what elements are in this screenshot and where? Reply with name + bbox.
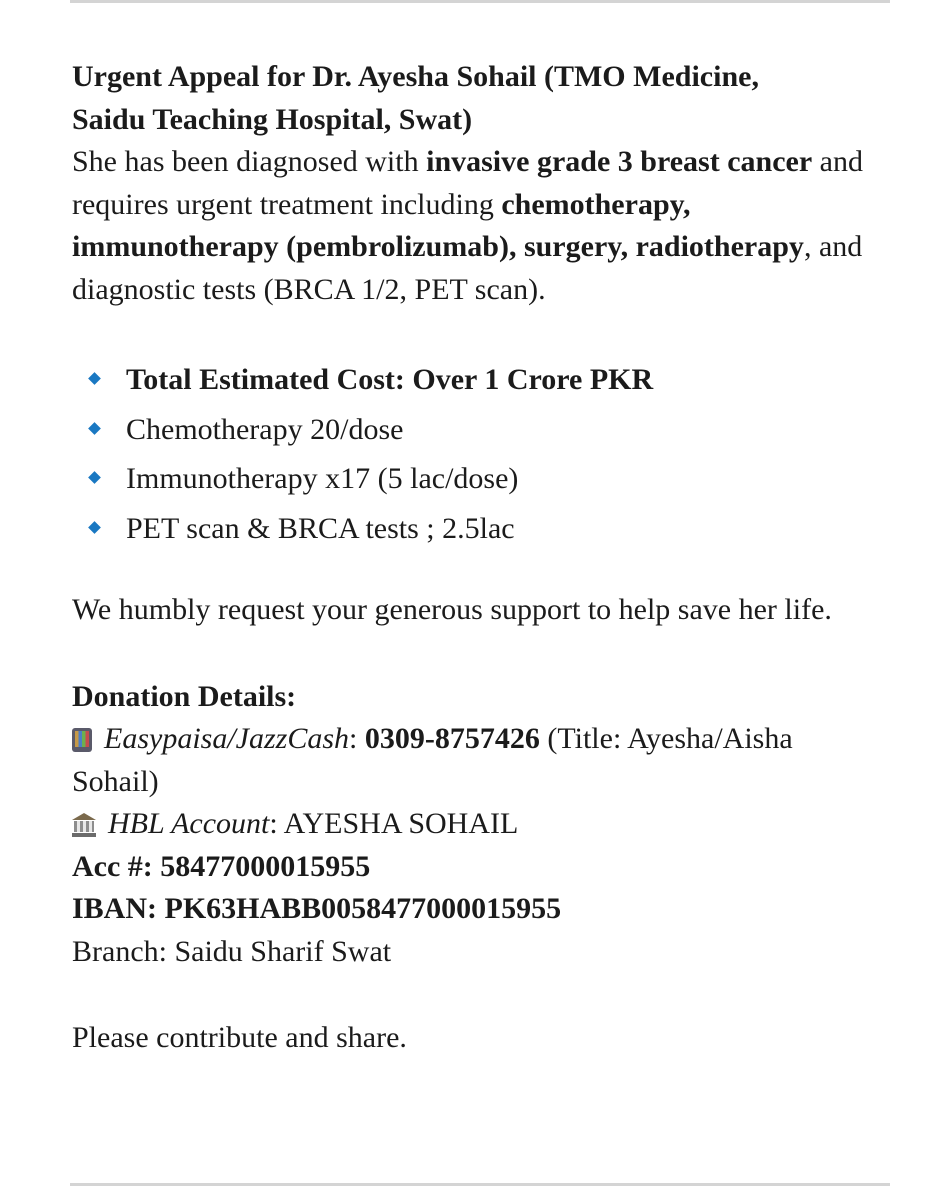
bottom-divider [70, 1183, 890, 1186]
account-number: Acc #: 58477000015955 [72, 849, 371, 883]
bank-icon [72, 813, 96, 837]
cost-chemo-text: Chemotherapy 20/dose [126, 412, 404, 446]
donation-heading: Donation Details: [72, 679, 297, 713]
title-line-1: Urgent Appeal for Dr. Ayesha Sohail (TMO Medicine, [72, 60, 759, 93]
appeal-title [72, 56, 872, 141]
cost-total-text: Total Estimated Cost: Over 1 Crore PKR [126, 363, 654, 396]
closing-text: Please contribute and share. [72, 1021, 407, 1054]
diagnosis-bold-1: invasive grade 3 breast cancer [426, 145, 813, 178]
cost-immuno-text: Immunotherapy x17 (5 lac/dose) [126, 462, 519, 495]
cost-item-chemo [86, 405, 872, 455]
cost-item-immuno [86, 454, 872, 504]
diagnosis-text-2: and requires urgent treatment including [72, 145, 863, 221]
iban-number: IBAN: PK63HABB0058477000015955 [72, 892, 562, 925]
mobile-phone-icon [72, 728, 92, 752]
bank-account-name: : AYESHA SOHAIL [269, 807, 519, 840]
wallet-number: 0309-8757426 [364, 722, 540, 755]
diamond-bullet-icon [88, 422, 101, 435]
diamond-bullet-icon [88, 372, 101, 385]
diamond-bullet-icon [88, 471, 101, 484]
donation-details: Donation Details: Easypaisa/JazzCash: 0309-8757426 (Title: Ayesha/Aisha Sohail) HBL Account: AYESHA SOHAIL Acc #: 58477000015955 IBAN: PK63HABB0058477000015955 Branch: Saidu Sharif Swat [72, 679, 793, 968]
request-paragraph: We humbly request your generous support to help save her life. [72, 593, 832, 626]
diagnosis-bold-2: chemotherapy, immunotherapy (pembrolizumab), surgery, radiotherapy [72, 187, 804, 263]
bank-label: HBL Account [108, 807, 270, 840]
diagnosis-text-1: She has been diagnosed with [72, 145, 427, 178]
diagnosis-text-3: , and diagnostic tests (BRCA 1/2, PET scan). [72, 230, 863, 306]
cost-tests-text: PET scan & BRCA tests ; 2.5lac [126, 511, 515, 545]
cost-item-total [86, 355, 872, 405]
wallet-title: (Title: Ayesha/Aisha Sohail) [72, 722, 793, 798]
diagnosis-paragraph [72, 141, 872, 311]
wallet-label: Easypaisa/JazzCash [104, 722, 350, 755]
appeal-post [72, 56, 872, 1060]
cost-item-tests [86, 504, 872, 554]
title-line-2: Saidu Teaching Hospital, Swat) [72, 102, 473, 136]
diamond-bullet-icon [88, 521, 101, 534]
top-divider [70, 0, 890, 3]
cost-list [72, 355, 872, 553]
branch-name: Branch: Saidu Sharif Swat [72, 934, 392, 968]
